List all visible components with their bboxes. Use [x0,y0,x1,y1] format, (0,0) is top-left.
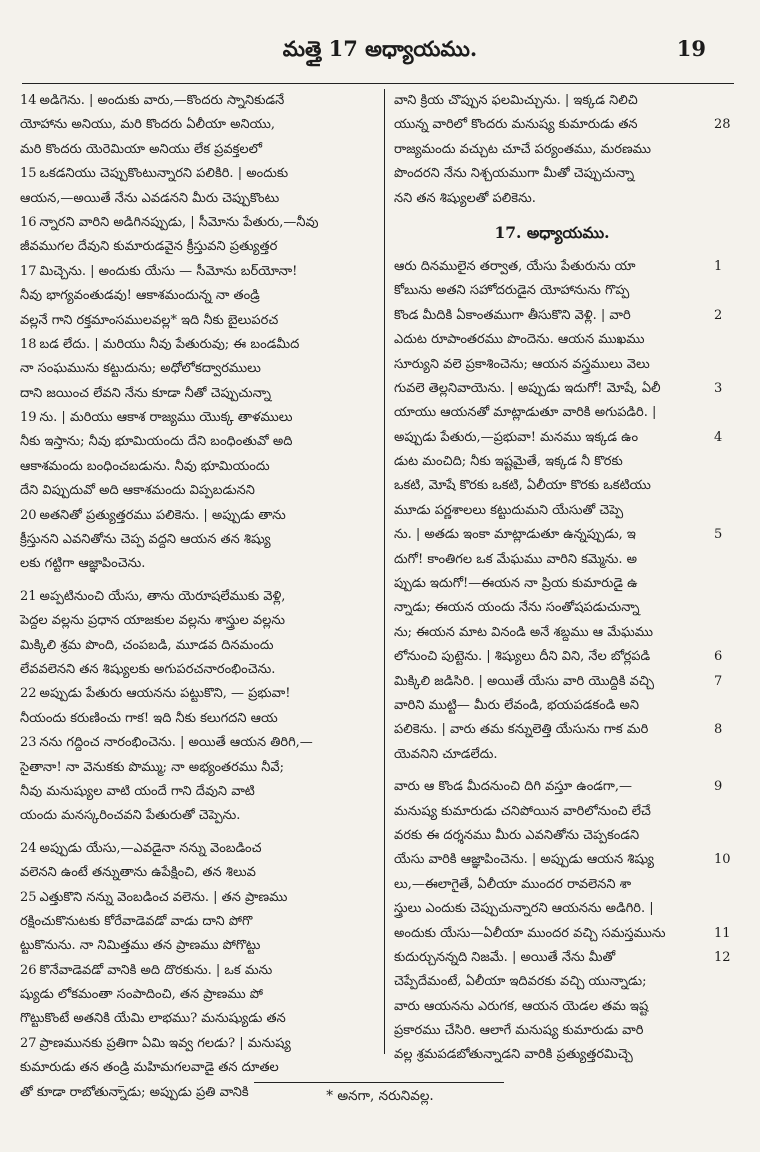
text-line [20,113,370,137]
text-line [20,731,370,755]
text-line [20,910,370,934]
line-text: లకు గట్టిగా ఆజ్ఞాపించెను. [20,556,146,572]
line-text: యున్న వారిలో కొందరు మనుష్య కుమారుడు తన [394,117,638,133]
text-line [20,934,370,958]
line-text: పలికెను. | వారు తమ కన్నులెత్తి యేసును గాక మరి [394,722,649,738]
text-line [20,504,370,528]
text-line [394,187,710,211]
line-text: దేని విప్పుదువో అది ఆకాశమందు విప్పబడునని [20,483,255,499]
line-text: దాని జయించ లేవని నేను కూడా నీతో చెప్పుచున్నా [20,385,271,401]
footnote: * అనగా, నరునివల్ల. [326,1088,434,1104]
chapter-heading: 17. అధ్యాయము. [494,222,610,242]
line-text: ఆకాశమందు బంధించబడును. నీవు భూమియందు [20,458,270,474]
line-text: లోనుంచి పుట్టెను. | శిష్యులు దీని విని, నేల బోర్లపడి [394,649,651,665]
header-rule [22,83,734,84]
left-column [20,89,370,1105]
page-number: 19 [676,36,706,61]
line-text: ప్రాణమునకు ప్రతిగా ఏమి ఇవ్వ గలడు? | మనుష్య [39,1035,291,1051]
line-text: మిక్కిలి జడిసిరి. | అయితే యేసు వారి యొద్దికి వచ్చి [394,673,655,689]
text-line [394,572,710,596]
text-line [394,279,710,303]
line-text: కొండ మీదికి ఏకాంతముగా తీసుకొని వెళ్లి. | వారి [394,307,631,323]
line-text: అప్పటినుంచి యేసు, తాను యెరూషలేముకు వెళ్లి, [39,588,286,604]
right-column [394,89,731,1068]
line-text: వారిని ముట్టి— మీరు లేవండి, భయపడకండి అని [394,697,640,713]
text-line [394,474,710,498]
verse-number: 9 [714,779,723,795]
text-line [394,946,731,970]
chapter-body [394,255,731,1068]
text-line [20,780,370,804]
verse-number: 28 [714,117,731,133]
text-line [20,430,370,454]
line-text: నీకు ఇస్తాను; నీవు భూమియందు దేని బంధింతువో అది [20,434,293,450]
line-text: గువలె తెల్లనివాయెను. | అప్పుడు ఇదుగో! మోషే, ఏలీ [394,380,661,396]
line-text: ఎత్తుకొని నన్ను వెంబడించ వలెను. | తన ప్రాణము [39,889,288,905]
text-line [20,528,370,552]
line-text: కొనేవాడెవడో వానికి అది దొరకును. | ఒక మను [39,962,273,978]
text-line [394,621,710,645]
text-line [20,1056,370,1080]
line-text: డుట మంచిది; నీకు ఇష్టమైతే, ఇక్కడ నీ కొరకు [394,454,623,470]
text-line [394,89,710,113]
line-text: అప్పుడు పేతురు ఆయనను పట్టుకొని, — ప్రభువా! [39,686,291,702]
verse-number: 25 [20,889,37,905]
verse-number: 26 [20,962,37,978]
text-line [394,670,723,694]
text-line [394,596,710,620]
right-column-top [394,89,731,211]
page-title: మత్తై 17 అధ్యాయము. [282,36,478,61]
line-text: మరి కొందరు యెరెమియా అనియు లేక ప్రవక్తలలో [20,141,262,157]
verse-number: 27 [20,1035,37,1051]
text-line [394,1019,710,1043]
line-text: అందుకు యేసు—ఏలీయా ముందర వచ్చి సమస్తమును [394,925,666,941]
text-line [20,211,370,235]
line-text: నీవు భాగ్యవంతుడవు! ఆకాశమందున్న నా తండ్రి [20,288,260,304]
text-line [20,886,370,910]
column-divider [384,89,385,1054]
line-text: ప్రకారము చేసిరి. ఆలాగే మనుష్య కుమారుడు వారి [394,1023,644,1039]
line-text: మిక్కిలి శ్రమ పొంది, చంపబడి, మూడవ దినమందు [20,637,274,653]
text-line [394,138,710,162]
line-text: నని తన శిష్యులతో పలికెను. [394,190,536,206]
verse-number: 16 [20,214,37,230]
verse-number: 4 [714,429,723,445]
line-text: స్త్రులు ఎందుకు చెప్పుచున్నారని ఆయనను అడిగిరి. | [394,901,654,917]
line-text: అతనితో ప్రత్యుత్తరము పలికెను. | అప్పుడు తాను [39,507,286,523]
text-line [394,113,731,137]
text-line [394,824,710,848]
line-text: సైతానా! నా వెనుకకు పొమ్ము; నా అభ్యంతరము నీవే; [20,759,285,775]
text-line [20,1007,370,1031]
text-line [394,499,710,523]
line-text: కోబును అతని సహోదరుడైన యోహానును గొప్ప [394,283,630,299]
verse-number: 5 [714,527,723,543]
text-line [394,353,710,377]
line-text: మనుష్య కుమారుడు చనిపోయిన వారిలోనుంచి లేచే [394,803,651,819]
line-text: మిచ్చెను. | అందుకు యేసు — సీమోను బర్‌యోనా! [39,263,298,279]
text-line [394,970,710,994]
text-line [394,377,723,401]
text-line [20,406,370,430]
text-line [20,609,370,633]
line-text: దుగో! కాంతిగల ఒక మేఘము వారిని కమ్మెను. అ [394,551,637,567]
text-line [20,682,370,706]
line-text: జీవముగల దేవుని కుమారుడవైన క్రీస్తువని ప్రత్యుత్తర [20,239,278,255]
text-line [20,756,370,780]
text-line [394,694,710,718]
text-line [20,284,370,308]
text-line [394,718,723,742]
text-line [394,645,723,669]
text-line [20,187,370,211]
line-text: లేవవలెనని తన శిష్యులకు అగుపరచనారంభించెను. [20,661,276,677]
line-text: కుదుర్చునన్నది నిజమే. | అయితే నేను మీతో [394,949,616,965]
text-line [394,450,710,474]
stray-mark [118,1086,124,1087]
line-text: ను. | అతడు ఇంకా మాట్లాడుతూ ఉన్నప్పుడు, ఇ [394,527,636,543]
text-line [394,328,710,352]
text-line [20,309,370,333]
line-text: యేసు వారికి ఆజ్ఞాపించెను. | అప్పుడు ఆయన శిష్యు [394,852,654,868]
line-text: వారు ఆయనను ఎరుగక, ఆయన యెడల తమ ఇష్ట [394,998,649,1014]
text-line [20,260,370,284]
text-line [20,138,370,162]
line-text: ను; ఈయన మాట వినండి అనే శబ్దము ఆ మేఘము [394,624,654,640]
text-line [20,162,370,186]
text-line [394,162,710,186]
line-text: యాయు ఆయనతో మాట్లాడుతూ వారికి అగుపడిరి. | [394,405,657,421]
text-line [394,548,710,572]
text-line [20,89,370,113]
line-text: ఆరు దినములైన తర్వాత, యేసు పేతురును యా [394,258,636,274]
verse-number: 23 [20,735,37,751]
verse-number: 21 [20,588,37,604]
verse-number: 7 [714,673,723,689]
line-text: వారు ఆ కొండ మీదనుంచి దిగి వస్తూ ఉండగా,— [394,779,633,795]
text-line [20,1032,370,1056]
text-line [20,585,370,609]
line-text: యోహాను అనియు, మరి కొందరు ఏలీయా అనియు, [20,117,275,133]
line-text: ఆయన,—అయితే నేను ఎవడనని మీరు చెప్పుకొంటు [20,190,280,206]
line-text: ట్టుకొనును. నా నిమిత్తము తన ప్రాణము పోగొట్టు [20,938,261,954]
line-text: మూడు పర్ణశాలలు కట్టుదుమని యేసుతో చెప్పె [394,502,624,518]
verse-number: 3 [714,380,723,396]
line-text: పొందరని నేను నిశ్చయముగా మీతో చెప్పుచున్నా [394,166,635,182]
line-text: ఒకడనియు చెప్పుకొంటున్నారని పలికిరి. | అందుకు [39,166,289,182]
text-line [394,401,710,425]
line-text: అప్పుడు పేతురు,—ప్రభువా! మనము ఇక్కడ ఉం [394,429,639,445]
line-text: బడ లేదు. | మరియు నీవు పేతురువు; ఈ బండమీద [39,336,300,352]
text-line [394,922,731,946]
verse-number: 19 [20,410,37,426]
text-line [20,983,370,1007]
text-line [394,775,723,799]
verse-number: 6 [714,649,723,665]
text-line [394,1043,710,1067]
line-text: వల్లనే గాని రక్తమాంసములవల్ల* ఇది నీకు బైలుపరచ [20,312,279,328]
text-line [20,479,370,503]
text-line [394,800,710,824]
verse-number: 12 [714,949,731,965]
line-text: అడిగెను. | అందుకు వారు,—కొందరు స్నానికుడనే [39,93,285,108]
verse-number: 10 [714,852,731,868]
line-text: నీయందు కరుణించు గాక! ఇది నీకు కలుగదని ఆయ [20,710,278,726]
line-text: న్నారని వారిని అడిగినప్పుడు, | సీమోను పేతురు,—నీవు [39,214,319,230]
line-text: వల్ల శ్రమపడబోతున్నాడని వారికి ప్రత్యుత్తరమిచ్చె [394,1047,633,1063]
text-line [20,357,370,381]
text-line [394,523,723,547]
line-text: వరకు ఈ దర్శనము మీరు ఎవనితోను చెప్పకండని [394,827,640,843]
line-text: ఒకటి, మోషే కొరకు ఒకటి, ఏలీయా కొరకు ఒకటియు [394,478,651,494]
text-line [20,804,370,828]
text-line [394,743,710,767]
verse-number: 15 [20,166,37,182]
text-line [20,382,370,406]
line-text: నా సంఘమును కట్టుదును; అధోలోకద్వారములు [20,361,261,377]
text-line [394,426,723,450]
line-text: రక్షించుకొనుటకు కోరేవాడెవడో వాడు దాని పోగొ [20,913,253,929]
verse-number: 17 [20,263,37,279]
line-text: వలెనని ఉంటే తన్నుతాను ఉపేక్షించి, తన శిలువ [20,865,256,881]
line-text: ష్యుడు లోకమంతా సంపాదించి, తన ప్రాణము పో [20,987,263,1003]
page-header [0,30,760,70]
line-text: రాజ్యమందు వచ్చుట చూచే పర్యంతము, మరణము [394,141,651,157]
line-text: పెద్దల వల్లను ప్రధాన యాజకుల వల్లను శాస్త్రుల వల్లను [20,613,285,629]
line-text: కుమారుడు తన తండ్రి మహిమగలవాడై తన దూతల [20,1060,279,1076]
line-text: న్నాడు; ఈయన యందు నేను సంతోషపడుచున్నా [394,600,640,616]
verse-number: 20 [20,507,37,523]
line-text: సూర్యుని వలె ప్రకాశించెను; ఆయన వస్త్రములు వెలు [394,356,650,372]
verse-number: 22 [20,686,37,702]
verse-number: 24 [20,840,37,856]
verse-number: 11 [714,925,731,941]
line-text: గొట్టుకొంటే అతనికి యేమి లాభము? మనుష్యుడు తన [20,1011,286,1027]
line-text: ప్పుడు ఇదుగో!—ఈయన నా ప్రియ కుమారుడై ఉ [394,576,638,592]
text-line [394,304,723,328]
text-line [394,995,710,1019]
line-text: అప్పుడు యేసు,—ఎవడైనా నన్ను వెంబడించ [39,840,262,856]
verse-number: 14 [20,93,37,108]
line-text: యందు మనస్కరించవని పేతురుతో చెప్పెను. [20,808,241,824]
line-text: యెవనిని చూడలేదు. [394,746,498,762]
text-line [20,552,370,576]
text-line [20,707,370,731]
text-line [20,837,370,861]
line-text: చెప్పేదేమంటే, ఏలీయా ఇదివరకు వచ్చి యున్నాడు; [394,974,647,990]
text-line [20,333,370,357]
line-text: తో కూడా రాబోతున్నాడు; అప్పుడు ప్రతి వానికి [20,1084,249,1100]
verse-number: 8 [714,722,723,738]
text-line [20,959,370,983]
line-text: ఎదుట రూపాంతరము పొందెను. ఆయన ముఖము [394,332,645,348]
verse-number: 18 [20,336,37,352]
line-text: నను గద్దించ నారంభించెను. | అయితే ఆయన తిరిగి,— [39,735,313,751]
line-text: క్రీస్తునని ఎవనితోను చెప్ప వద్దని ఆయన తన శిష్యు [20,532,271,548]
line-text: వాని క్రియ చొప్పున ఫలమిచ్చును. | ఇక్కడ నిలిచి [394,93,638,108]
verse-number: 1 [714,258,723,274]
line-text: లు,—ఈలాగైతే, ఏలీయా ముందర రావలెనని శా [394,876,632,892]
text-line [20,634,370,658]
text-line [394,873,710,897]
footnote-rule [254,1082,504,1083]
text-line [20,235,370,259]
line-text: నీవు మనుష్యుల వాటి యందే గాని దేవుని వాటి [20,783,255,799]
text-line [394,255,723,279]
verse-number: 2 [714,307,723,323]
text-line [394,848,731,872]
text-line [20,455,370,479]
line-text: ను. | మరియు ఆకాశ రాజ్యము యొక్క తాళములు [39,410,293,426]
text-line [20,658,370,682]
text-line [394,897,710,921]
text-line [20,861,370,885]
